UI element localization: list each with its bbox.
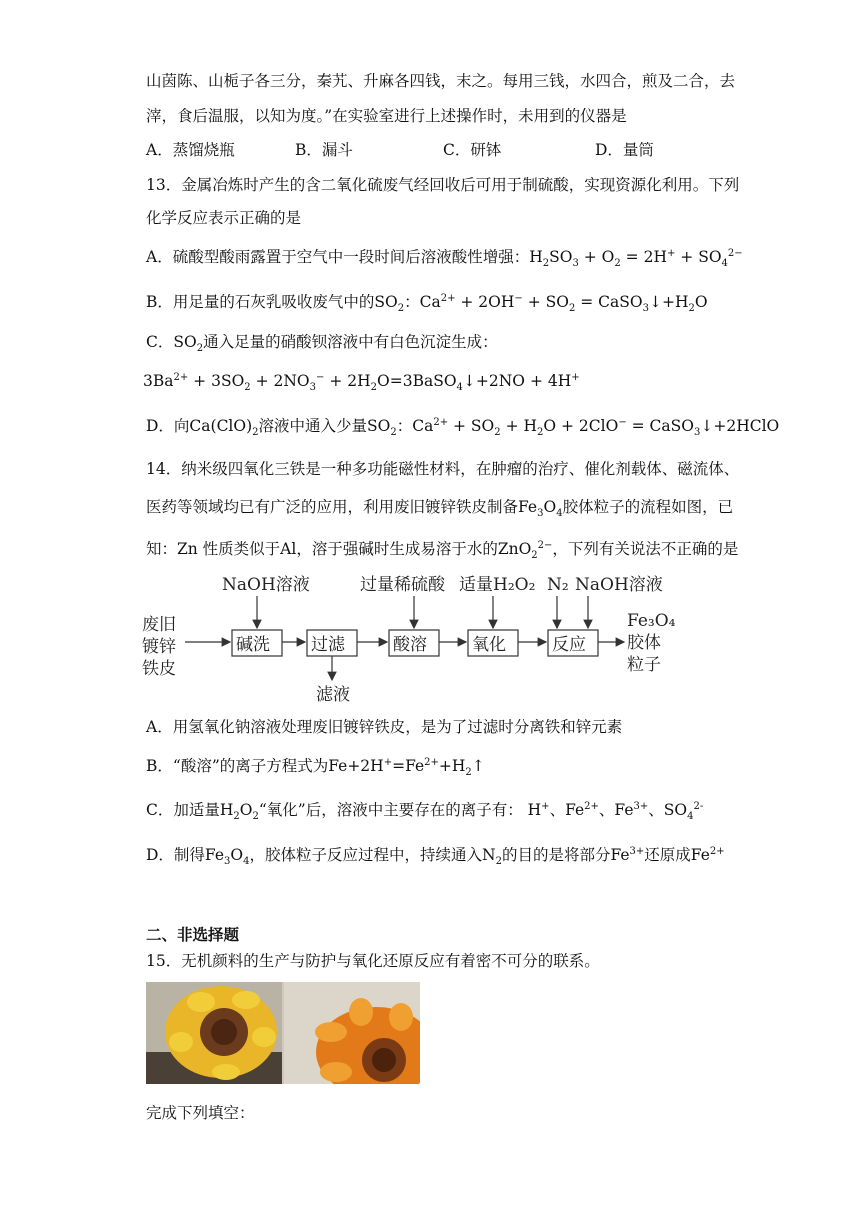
q13-stem-2: 化学反应表示正确的是 bbox=[146, 209, 302, 227]
svg-text:废旧: 废旧 bbox=[142, 615, 176, 635]
flow-box-filter-label: 过滤 bbox=[311, 635, 345, 655]
q12-option-b: B．漏斗 bbox=[295, 141, 353, 159]
svg-text:铁皮: 铁皮 bbox=[142, 659, 176, 679]
flow-input-n2: N₂ bbox=[547, 575, 569, 595]
q14-stem-2: 医药等领域均已有广泛的应用，利用废旧镀锌铁皮制备$Fe_3O_4$胶体粒子的流程如图，已 bbox=[146, 498, 734, 520]
flow-input-naoh: NaOH溶液 bbox=[222, 575, 310, 595]
flow-filtrate-label: 滤液 bbox=[316, 685, 350, 705]
q13-option-d: D．向$Ca(ClO)_2$溶液中通入少量$SO_2$：$Ca^{2+} + SO_2 + H_2O + 2ClO^-$ = CaSO$_3$↓+2HClO bbox=[146, 416, 780, 439]
flow-box-oxidize-label: 氧化 bbox=[472, 635, 506, 655]
q12-option-c: C．研钵 bbox=[443, 141, 502, 159]
svg-text:粒子: 粒子 bbox=[627, 655, 661, 675]
svg-text:镀锌: 镀锌 bbox=[142, 637, 176, 657]
flow-box-acid-dissolve-label: 酸溶 bbox=[393, 635, 427, 655]
q14-option-b: B．“酸溶”的离子方程式为$Fe+2H^+=Fe^{2+}+H_2↑$ bbox=[146, 756, 485, 779]
q12-option-d: D．量筒 bbox=[595, 141, 654, 159]
process-flow-diagram bbox=[140, 570, 700, 710]
svg-text:Fe₃O₄: Fe₃O₄ bbox=[627, 611, 676, 631]
intro-line-1: 山茵陈、山栀子各三分，秦艽、升麻各四钱，末之。每用三钱，水四合，煎及二合，去 bbox=[146, 72, 736, 90]
flow-start-label bbox=[142, 615, 176, 679]
q12-option-a: A．蒸馏烧瓶 bbox=[146, 141, 235, 159]
q14-option-d: D．制得$Fe_3O_4$，胶体粒子反应过程中，持续通入$N_2$的目的是将部分$Fe^{3+}$还原成$Fe^{2+}$ bbox=[146, 845, 725, 868]
q13-option-b: B．用足量的石灰乳吸收废气中的$SO_2$：$Ca^{2+} + 2OH^- + SO_2$ = $CaSO_3↓+H_2O$ bbox=[146, 292, 708, 315]
q14-option-a: A．用氢氧化钠溶液处理废旧镀锌铁皮，是为了过滤时分离铁和锌元素 bbox=[146, 718, 623, 736]
svg-text:胶体: 胶体 bbox=[627, 633, 661, 653]
flow-input-acid: 过量稀硫酸 bbox=[360, 575, 445, 595]
q14-option-c: C．加适量$H_2O_2“$氧化”后，溶液中主要存在的离子有： H+、$Fe^{2+}$、$Fe^{3+}$、$SO_4^{2-}$ bbox=[146, 800, 704, 823]
section-title: 二、非选择题 bbox=[146, 926, 240, 944]
q13-option-a: A．硫酸型酸雨露置于空气中一段时间后溶液酸性增强：$H_2SO_3 + O_2 = 2H^+ + SO_4^{2-}$ bbox=[146, 247, 743, 270]
flow-input-h2o2: 适量H₂O₂ bbox=[459, 575, 536, 595]
q15-stem: 15．无机颜料的生产与防护与氧化还原反应有着密不可分的联系。 bbox=[146, 952, 600, 970]
q14-stem-3: 知：Zn 性质类似于Al，溶于强碱时生成易溶于水的ZnO$_2^{2-}$，下列有关说法不正确的是 bbox=[146, 539, 739, 562]
q13-option-c-equation: $3Ba^{2+} + 3SO_2 + 2NO_3^-$ + $2H_2O=3BaSO_4↓+2NO + 4H^+$ bbox=[143, 371, 580, 394]
fill-in-instruction: 完成下列填空： bbox=[146, 1104, 255, 1122]
flow-input-naoh-2: NaOH溶液 bbox=[575, 575, 663, 595]
q13-stem-1: 13．金属冶炼时产生的含二氧化硫废气经回收后可用于制硫酸，实现资源化利用。下列 bbox=[146, 176, 740, 194]
q14-stem-1: 14．纳米级四氧化三铁是一种多功能磁性材料，在肿瘤的治疗、催化剂载体、磁流体、 bbox=[146, 460, 740, 478]
intro-line-2: 滓，食后温服，以知为度。”在实验室进行上述操作时，未用到的仪器是 bbox=[146, 107, 627, 125]
q13-option-c: C．$SO_2$通入足量的硝酸钡溶液中有白色沉淀生成： bbox=[146, 333, 498, 355]
q12-options bbox=[146, 139, 746, 161]
flow-box-alkali-wash-label: 碱洗 bbox=[236, 635, 270, 655]
flow-box-react-label: 反应 bbox=[552, 635, 586, 655]
flow-end-label bbox=[627, 611, 676, 675]
sunflower-painting-image bbox=[146, 982, 420, 1084]
